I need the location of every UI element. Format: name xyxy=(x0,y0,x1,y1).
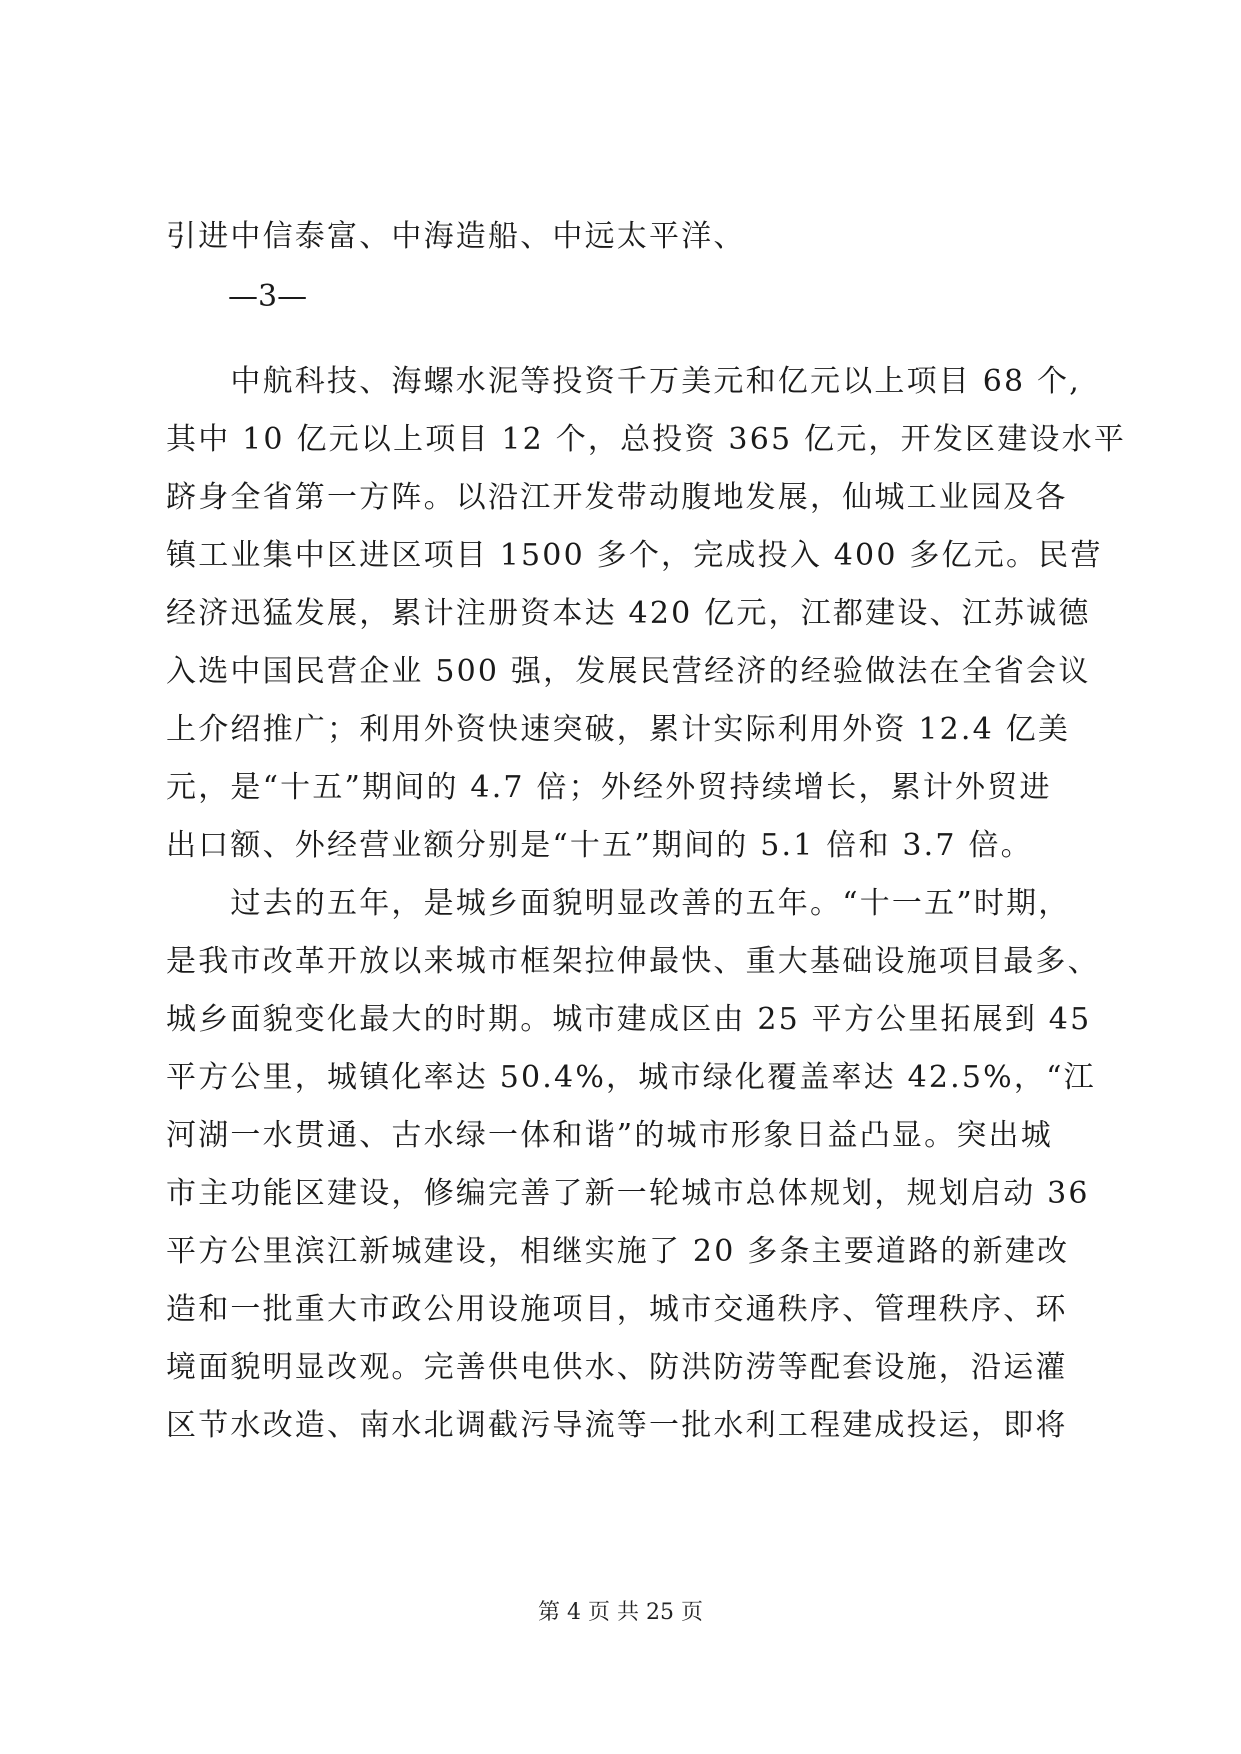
text-line: 过去的五年，是城乡面貌明显改善的五年。“十一五”时期， xyxy=(166,886,1071,921)
text-line: 境面貌明显改观。完善供电供水、防洪防涝等配套设施，沿运灌 xyxy=(166,1350,1068,1385)
text-line: 区节水改造、南水北调截污导流等一批水利工程建成投运，即将 xyxy=(166,1408,1068,1443)
inline-page-marker: —3— xyxy=(228,279,308,314)
text-line: 城乡面貌变化最大的时期。城市建成区由 25 平方公里拓展到 45 xyxy=(166,1002,1092,1037)
continuation-line xyxy=(166,208,1086,266)
text-line: 平方公里，城镇化率达 50.4%，城市绿化覆盖率达 42.5%，“江 xyxy=(166,1060,1096,1095)
text-line: 中航科技、海螺水泥等投资千万美元和亿元以上项目 68 个, xyxy=(166,364,1081,399)
text-line: 入选中国民营企业 500 强，发展民营经济的经验做法在全省会议 xyxy=(166,654,1091,689)
text-line: 出口额、外经营业额分别是“十五”期间的 5.1 倍和 3.7 倍。 xyxy=(166,828,1033,863)
text-line: 元，是“十五”期间的 4.7 倍；外经外贸持续增长，累计外贸进 xyxy=(166,770,1052,805)
text-line: 河湖一水贯通、古水绿一体和谐”的城市形象日益凸显。突出城 xyxy=(166,1118,1053,1153)
text-line: 市主功能区建设，修编完善了新一轮城市总体规划，规划启动 36 xyxy=(166,1176,1090,1211)
text-line: 引进中信泰富、中海造船、中远太平洋、 xyxy=(166,219,746,254)
text-line: 经济迅猛发展，累计注册资本达 420 亿元，江都建设、江苏诚德 xyxy=(166,596,1091,631)
text-line: 镇工业集中区进区项目 1500 多个，完成投入 400 多亿元。民营 xyxy=(166,538,1103,573)
text-line: 是我市改革开放以来城市框架拉伸最快、重大基础设施项目最多、 xyxy=(166,944,1100,979)
text-line: 其中 10 亿元以上项目 12 个，总投资 365 亿元，开发区建设水平 xyxy=(166,422,1127,457)
text-line: 上介绍推广；利用外资快速突破，累计实际利用外资 12.4 亿美 xyxy=(166,712,1071,747)
text-line: 平方公里滨江新城建设，相继实施了 20 多条主要道路的新建改 xyxy=(166,1234,1070,1269)
text-line: 跻身全省第一方阵。以沿江开发带动腹地发展，仙城工业园及各 xyxy=(166,480,1068,515)
text-line: 造和一批重大市政公用设施项目，城市交通秩序、管理秩序、环 xyxy=(166,1292,1068,1327)
body-text xyxy=(166,353,1127,1455)
page-footer: 第 4 页 共 25 页 xyxy=(538,1600,703,1625)
